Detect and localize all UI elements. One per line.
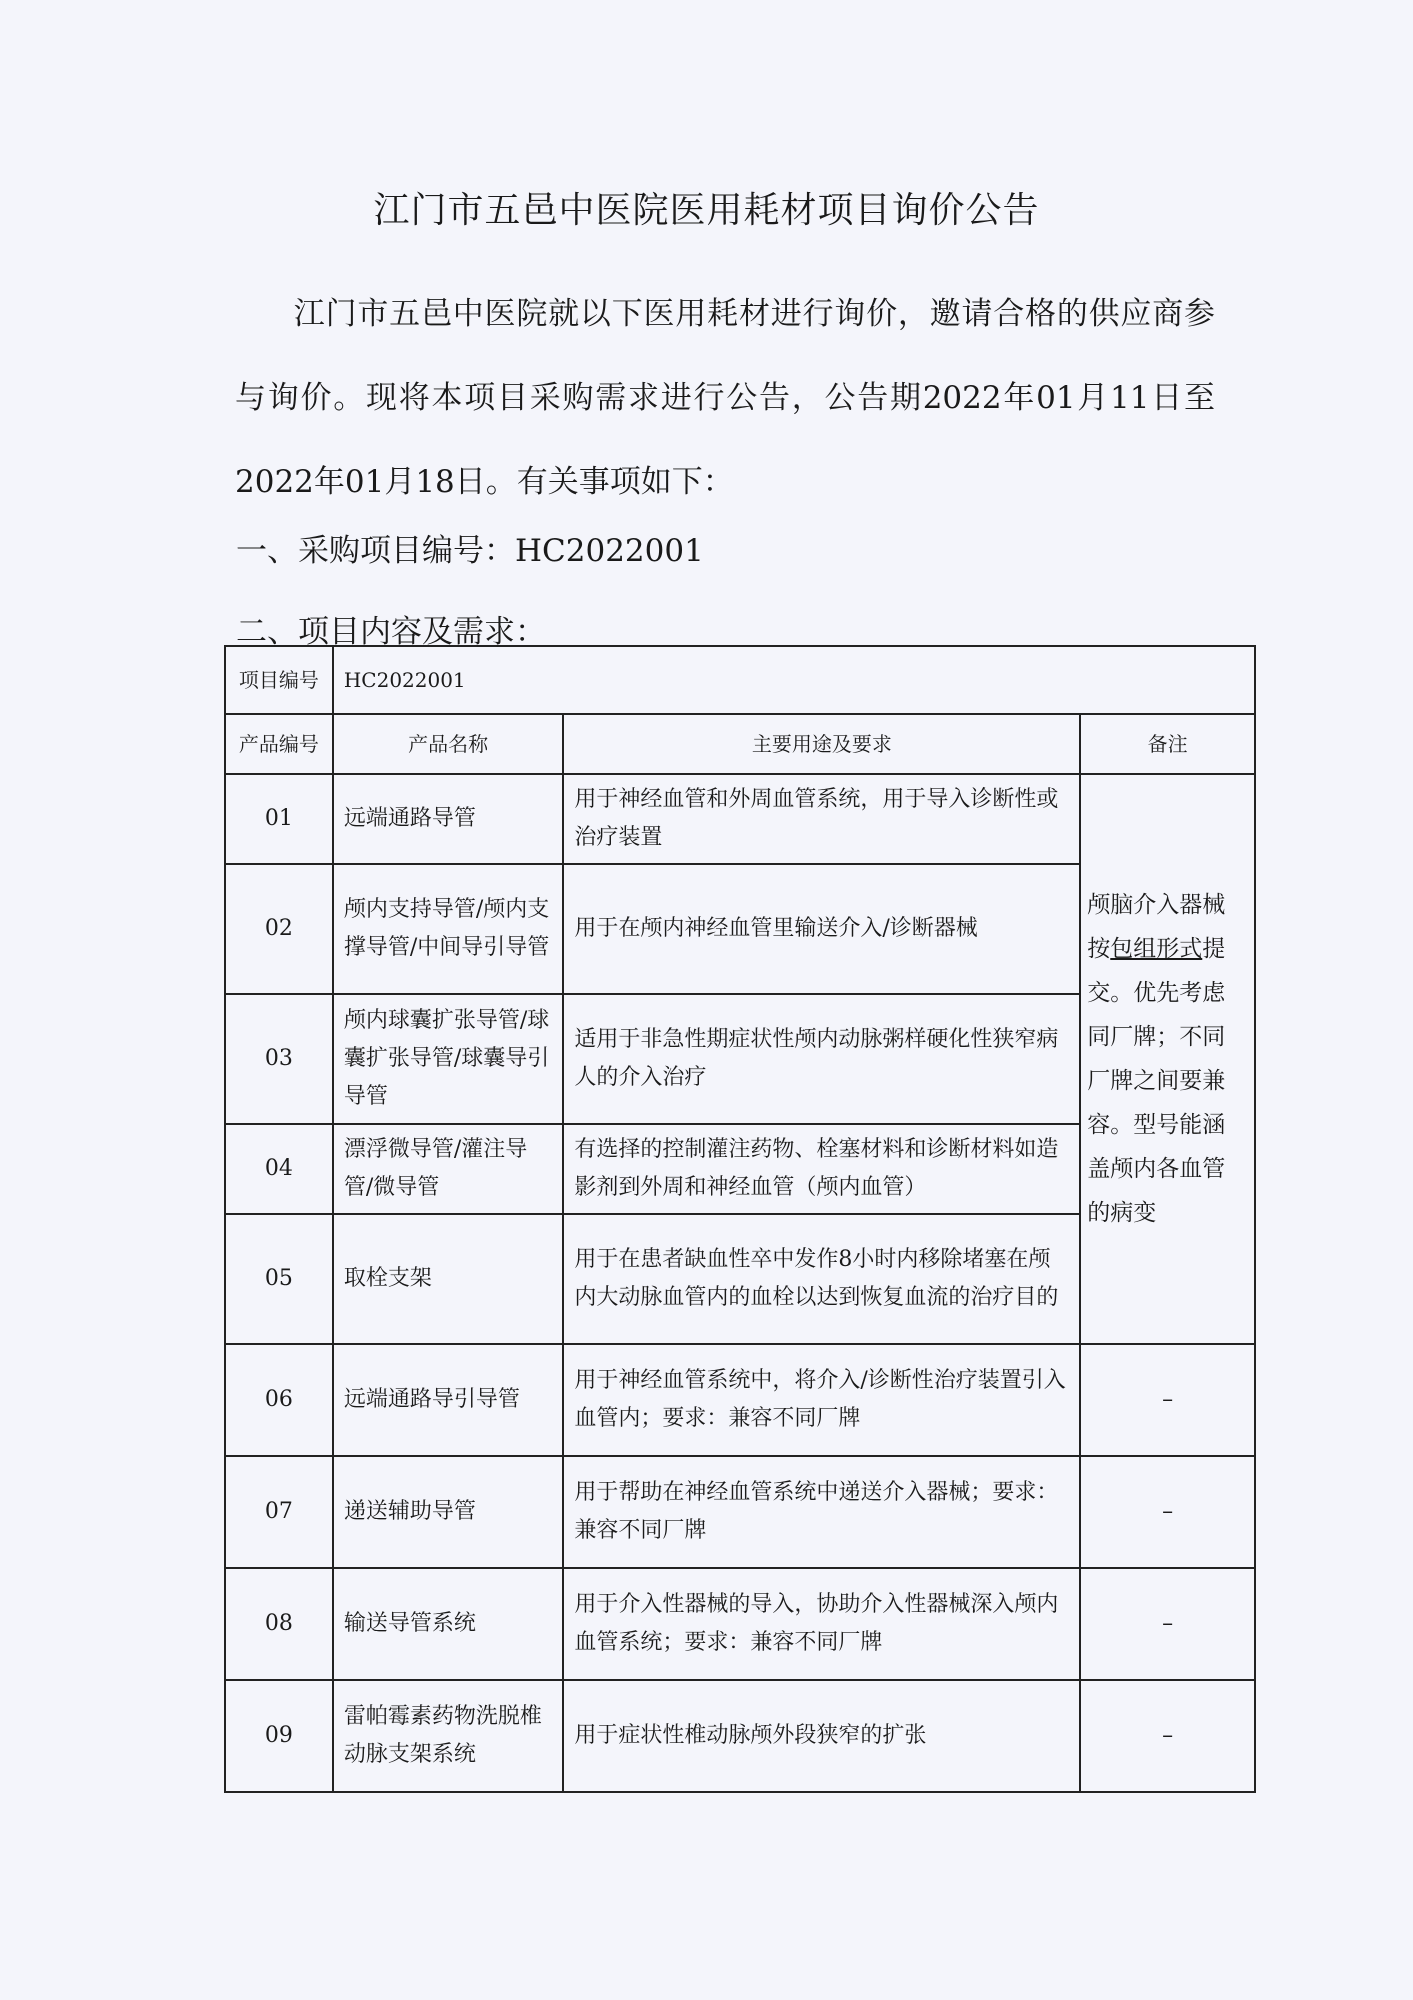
intro-text: 江门市五邑中医院就以下医用耗材进行询价，邀请合格的供应商参与询价。现将本项目采购需求进行公告，公告期2022年01月11日至2022年01月18日。有关事项如下： <box>235 296 1215 500</box>
row-name: 颅内支持导管/颅内支撑导管/中间导引导管 <box>333 864 564 994</box>
row-usage: 有选择的控制灌注药物、栓塞材料和诊断材料如造影剂到外周和神经血管（颅内血管） <box>563 1124 1080 1214</box>
table-row <box>225 774 1255 864</box>
row-name: 远端通路导管 <box>333 774 564 864</box>
row-usage: 用于帮助在神经血管系统中递送介入器械；要求：兼容不同厂牌 <box>563 1456 1080 1568</box>
table-row <box>225 1568 1255 1680</box>
project-no-label: 项目编号 <box>225 646 333 714</box>
row-remark: – <box>1080 1568 1255 1680</box>
header-product-no: 产品编号 <box>225 714 333 774</box>
section-content-heading: 二、项目内容及需求： <box>236 614 546 650</box>
row-usage: 用于在颅内神经血管里输送介入/诊断器械 <box>563 864 1080 994</box>
table-row <box>225 1456 1255 1568</box>
row-usage: 用于神经血管和外周血管系统，用于导入诊断性或治疗装置 <box>563 774 1080 864</box>
row-name: 雷帕霉素药物洗脱椎动脉支架系统 <box>333 1680 564 1792</box>
intro-paragraph <box>235 272 1215 524</box>
row-no: 03 <box>225 994 333 1124</box>
document-title: 江门市五邑中医院医用耗材项目询价公告 <box>373 190 1040 231</box>
row-no: 06 <box>225 1344 333 1456</box>
row-remark: – <box>1080 1344 1255 1456</box>
row-name: 颅内球囊扩张导管/球囊扩张导管/球囊导引导管 <box>333 994 564 1124</box>
header-product-name: 产品名称 <box>333 714 564 774</box>
row-usage: 适用于非急性期症状性颅内动脉粥样硬化性狭窄病人的介入治疗 <box>563 994 1080 1124</box>
row-name: 递送辅助导管 <box>333 1456 564 1568</box>
table-row-project-no <box>225 646 1255 714</box>
row-no: 02 <box>225 864 333 994</box>
row-usage: 用于神经血管系统中，将介入/诊断性治疗装置引入血管内；要求：兼容不同厂牌 <box>563 1344 1080 1456</box>
group-remark-text: 提交。优先考虑同厂牌；不同厂牌之间要兼容。型号能涵盖颅内各血管的病变 <box>1087 936 1226 1226</box>
row-no: 01 <box>225 774 333 864</box>
table-header-row <box>225 714 1255 774</box>
row-name: 远端通路导引导管 <box>333 1344 564 1456</box>
row-no: 05 <box>225 1214 333 1344</box>
group-remark <box>1080 774 1255 1344</box>
row-no: 09 <box>225 1680 333 1792</box>
row-no: 04 <box>225 1124 333 1214</box>
row-no: 08 <box>225 1568 333 1680</box>
table-row <box>225 1680 1255 1792</box>
project-no-value: HC2022001 <box>333 646 1255 714</box>
requirements-table <box>224 645 1256 1793</box>
row-usage: 用于介入性器械的导入，协助介入性器械深入颅内血管系统；要求：兼容不同厂牌 <box>563 1568 1080 1680</box>
group-remark-underlined: 包组形式 <box>1110 936 1203 962</box>
row-remark: – <box>1080 1680 1255 1792</box>
section-project-number: 一、采购项目编号：HC2022001 <box>236 533 704 569</box>
row-remark: – <box>1080 1456 1255 1568</box>
row-no: 07 <box>225 1456 333 1568</box>
row-usage: 用于在患者缺血性卒中发作8小时内移除堵塞在颅内大动脉血管内的血栓以达到恢复血流的治疗目的 <box>563 1214 1080 1344</box>
row-name: 输送导管系统 <box>333 1568 564 1680</box>
header-remark: 备注 <box>1080 714 1255 774</box>
row-usage: 用于症状性椎动脉颅外段狭窄的扩张 <box>563 1680 1080 1792</box>
header-usage: 主要用途及要求 <box>563 714 1080 774</box>
row-name: 取栓支架 <box>333 1214 564 1344</box>
table-row <box>225 1344 1255 1456</box>
group-remark-text: 颅脑介入器械按 <box>1087 892 1226 962</box>
row-name: 漂浮微导管/灌注导管/微导管 <box>333 1124 564 1214</box>
